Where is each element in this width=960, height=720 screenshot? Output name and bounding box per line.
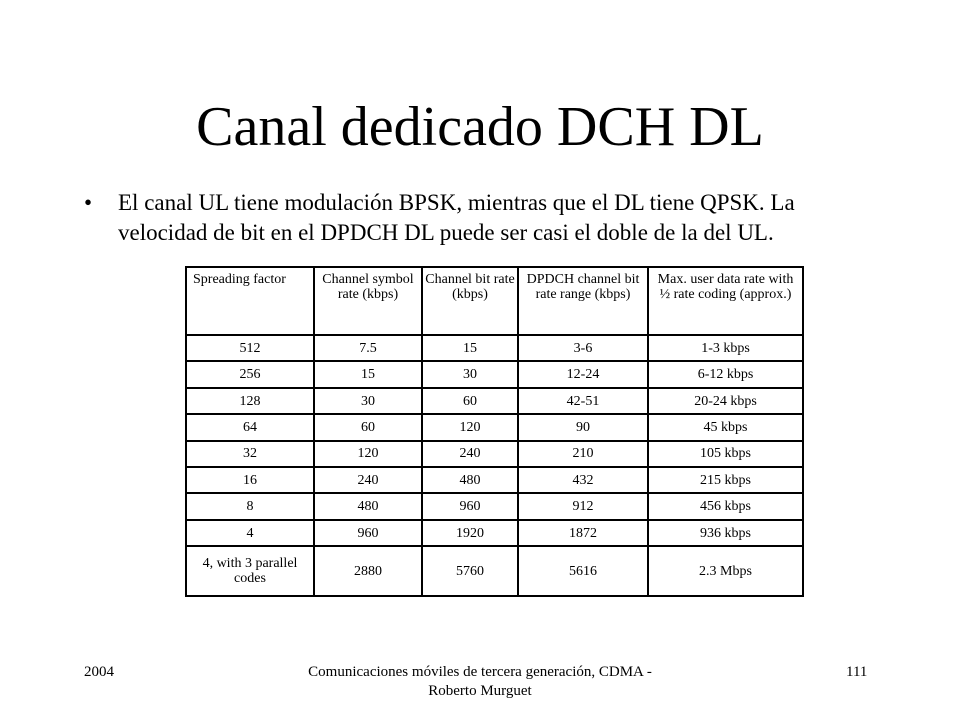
table-cell: 12-24: [518, 361, 648, 387]
header-max-user-data-rate: Max. user data rate with ½ rate coding (approx.): [648, 267, 803, 335]
table-header-row: [186, 267, 803, 335]
table-cell: 215 kbps: [648, 467, 803, 493]
footer-page-number: 111: [846, 664, 868, 680]
table-cell: 45 kbps: [648, 414, 803, 440]
table-row: [186, 361, 803, 387]
spreading-factor-table: [185, 266, 804, 597]
table-cell: 5760: [422, 546, 518, 596]
table-cell: 4, with 3 parallel codes: [186, 546, 314, 596]
table-cell: 2.3 Mbps: [648, 546, 803, 596]
table-cell: 5616: [518, 546, 648, 596]
table-cell: 240: [314, 467, 422, 493]
table-cell: 960: [314, 520, 422, 546]
table-cell: 120: [422, 414, 518, 440]
table-cell: 42-51: [518, 388, 648, 414]
table-cell: 7.5: [314, 335, 422, 361]
table-cell: 936 kbps: [648, 520, 803, 546]
table-cell: 210: [518, 441, 648, 467]
table-cell: 6-12 kbps: [648, 361, 803, 387]
table-cell: 32: [186, 441, 314, 467]
table-row: [186, 546, 803, 596]
table-cell: 16: [186, 467, 314, 493]
table-cell: 1872: [518, 520, 648, 546]
table-cell: 20-24 kbps: [648, 388, 803, 414]
bullet-item: [84, 188, 874, 248]
table-cell: 456 kbps: [648, 493, 803, 519]
table-cell: 960: [422, 493, 518, 519]
table-row: [186, 520, 803, 546]
bullet-text: El canal UL tiene modulación BPSK, mientras que el DL tiene QPSK. La velocidad de bit en el DPDCH DL puede ser casi el doble de la del UL.: [118, 190, 795, 245]
table-cell: 128: [186, 388, 314, 414]
table-row: [186, 414, 803, 440]
table-cell: 2880: [314, 546, 422, 596]
table-cell: 60: [422, 388, 518, 414]
table-cell: 4: [186, 520, 314, 546]
table-cell: 3-6: [518, 335, 648, 361]
table-cell: 120: [314, 441, 422, 467]
table-cell: 240: [422, 441, 518, 467]
slide-title: Canal dedicado DCH DL: [196, 96, 764, 158]
table-cell: 8: [186, 493, 314, 519]
table-cell: 912: [518, 493, 648, 519]
footer-year: 2004: [84, 664, 114, 680]
table-cell: 105 kbps: [648, 441, 803, 467]
table-cell: 1920: [422, 520, 518, 546]
table-cell: 1-3 kbps: [648, 335, 803, 361]
table-row: [186, 441, 803, 467]
table-cell: 480: [422, 467, 518, 493]
table-cell: 64: [186, 414, 314, 440]
table-cell: 30: [422, 361, 518, 387]
table-cell: 90: [518, 414, 648, 440]
table-cell: 512: [186, 335, 314, 361]
table-cell: 60: [314, 414, 422, 440]
table-row: [186, 388, 803, 414]
header-dpdch-bit-rate-range: DPDCH channel bit rate range (kbps): [518, 267, 648, 335]
table-row: [186, 335, 803, 361]
header-channel-symbol-rate: Channel symbol rate (kbps): [314, 267, 422, 335]
table-cell: 15: [422, 335, 518, 361]
table-cell: 256: [186, 361, 314, 387]
footer-title: Comunicaciones móviles de tercera generación, CDMA - Roberto Murguet: [308, 664, 652, 699]
table-cell: 15: [314, 361, 422, 387]
header-spreading-factor: Spreading factor: [186, 267, 314, 335]
header-channel-bit-rate: Channel bit rate (kbps): [422, 267, 518, 335]
table-cell: 30: [314, 388, 422, 414]
table-cell: 432: [518, 467, 648, 493]
table-cell: 480: [314, 493, 422, 519]
bullet-marker: •: [84, 190, 93, 215]
table-row: [186, 467, 803, 493]
table-row: [186, 493, 803, 519]
